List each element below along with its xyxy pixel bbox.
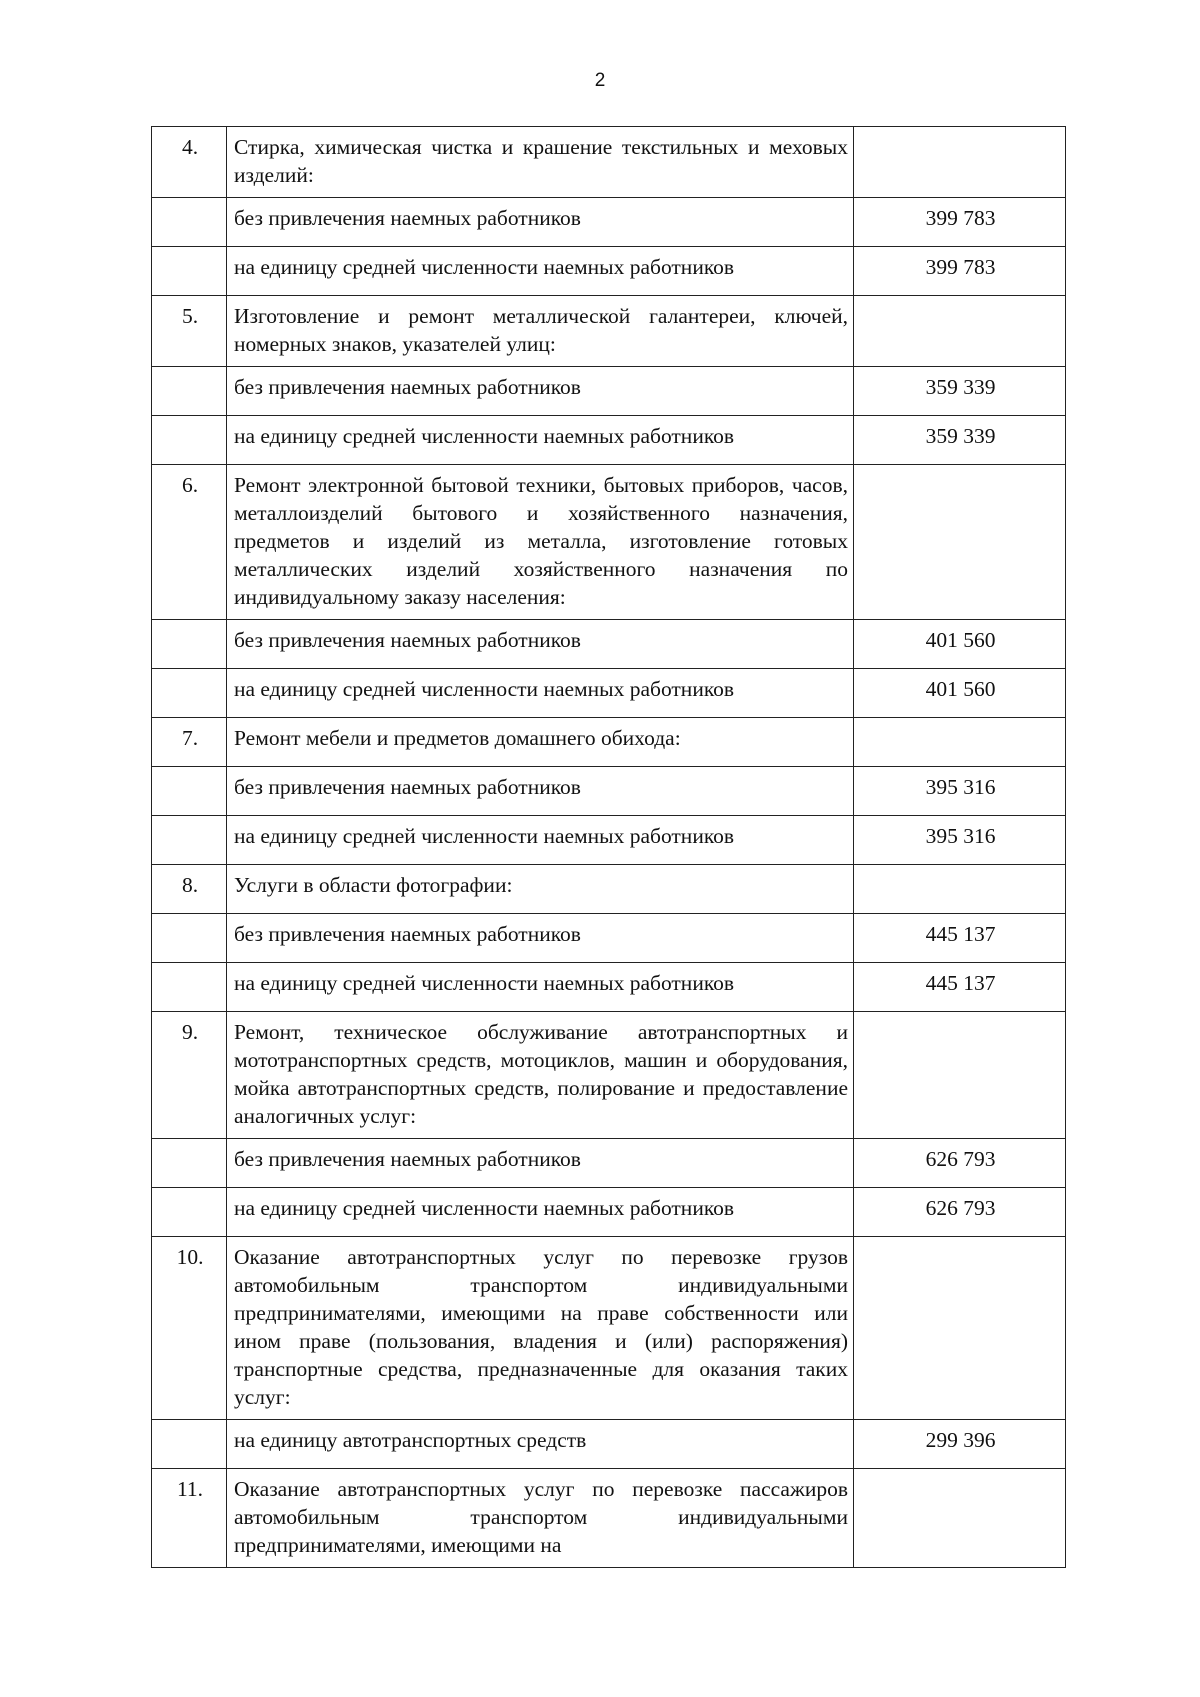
amount-value: 445 137 — [854, 914, 1066, 963]
row-number — [152, 669, 227, 718]
amount-value: 395 316 — [854, 767, 1066, 816]
rates-table — [151, 126, 1066, 1568]
activity-text: на единицу средней численности наемных работников — [227, 963, 854, 1012]
activity-text: на единицу средней численности наемных работников — [227, 669, 854, 718]
table-row — [152, 767, 1066, 816]
amount-value: 299 396 — [854, 1420, 1066, 1469]
row-number — [152, 620, 227, 669]
amount-value: 401 560 — [854, 620, 1066, 669]
activity-text: без привлечения наемных работников — [227, 1139, 854, 1188]
table-row — [152, 865, 1066, 914]
table-row — [152, 367, 1066, 416]
row-number — [152, 247, 227, 296]
row-number — [152, 198, 227, 247]
row-number: 6. — [152, 465, 227, 620]
table-row — [152, 1420, 1066, 1469]
rates-table-body — [152, 127, 1066, 1568]
amount-value: 626 793 — [854, 1139, 1066, 1188]
table-row — [152, 465, 1066, 620]
amount-value — [854, 865, 1066, 914]
table-row — [152, 914, 1066, 963]
amount-value — [854, 718, 1066, 767]
amount-value — [854, 1469, 1066, 1568]
table-row — [152, 1012, 1066, 1139]
activity-text: без привлечения наемных работников — [227, 620, 854, 669]
row-number: 5. — [152, 296, 227, 367]
amount-value: 626 793 — [854, 1188, 1066, 1237]
row-number — [152, 816, 227, 865]
activity-text: Ремонт, техническое обслуживание автотранспортных и мототранспортных средств, мотоциклов, машин и оборудования, мойка автотранспортных средств, полирование и предоставление аналогичных услуг: — [227, 1012, 854, 1139]
row-number — [152, 416, 227, 465]
activity-text: Ремонт электронной бытовой техники, бытовых приборов, часов, металлоизделий бытового и хозяйственного назначения, предметов и изделий из металла, изготовление готовых металлических изделий хозяйственного назначения по индивидуальному заказу населения: — [227, 465, 854, 620]
amount-value: 445 137 — [854, 963, 1066, 1012]
amount-value: 395 316 — [854, 816, 1066, 865]
row-number — [152, 914, 227, 963]
table-row — [152, 1237, 1066, 1420]
row-number — [152, 767, 227, 816]
row-number — [152, 1139, 227, 1188]
amount-value: 399 783 — [854, 247, 1066, 296]
activity-text: Изготовление и ремонт металлической галантереи, ключей, номерных знаков, указателей улиц: — [227, 296, 854, 367]
activity-text: без привлечения наемных работников — [227, 914, 854, 963]
table-row — [152, 1139, 1066, 1188]
row-number: 11. — [152, 1469, 227, 1568]
row-number — [152, 367, 227, 416]
activity-text: Ремонт мебели и предметов домашнего обихода: — [227, 718, 854, 767]
row-number: 4. — [152, 127, 227, 198]
activity-text: без привлечения наемных работников — [227, 767, 854, 816]
table-row — [152, 296, 1066, 367]
page-number: 2 — [594, 70, 606, 91]
amount-value — [854, 1012, 1066, 1139]
table-row — [152, 963, 1066, 1012]
activity-text: Услуги в области фотографии: — [227, 865, 854, 914]
activity-text: на единицу средней численности наемных работников — [227, 416, 854, 465]
activity-text: на единицу средней численности наемных работников — [227, 816, 854, 865]
amount-value: 359 339 — [854, 416, 1066, 465]
table-row — [152, 416, 1066, 465]
activity-text: без привлечения наемных работников — [227, 367, 854, 416]
amount-value: 401 560 — [854, 669, 1066, 718]
table-row — [152, 247, 1066, 296]
activity-text: на единицу средней численности наемных работников — [227, 1188, 854, 1237]
table-row — [152, 1469, 1066, 1568]
activity-text: Стирка, химическая чистка и крашение текстильных и меховых изделий: — [227, 127, 854, 198]
row-number: 8. — [152, 865, 227, 914]
amount-value — [854, 296, 1066, 367]
table-row — [152, 127, 1066, 198]
table-row — [152, 1188, 1066, 1237]
activity-text: на единицу средней численности наемных работников — [227, 247, 854, 296]
activity-text: Оказание автотранспортных услуг по перевозке грузов автомобильным транспортом индивидуальными предпринимателями, имеющими на праве собственности или ином праве (пользования, владения и (или) распоряжения) транспортные средства, предназначенные для оказания таких услуг: — [227, 1237, 854, 1420]
row-number — [152, 1188, 227, 1237]
activity-text: без привлечения наемных работников — [227, 198, 854, 247]
row-number — [152, 1420, 227, 1469]
activity-text: Оказание автотранспортных услуг по перевозке пассажиров автомобильным транспортом индивидуальными предпринимателями, имеющими на — [227, 1469, 854, 1568]
amount-value — [854, 1237, 1066, 1420]
row-number: 10. — [152, 1237, 227, 1420]
amount-value: 359 339 — [854, 367, 1066, 416]
table-row — [152, 669, 1066, 718]
table-row — [152, 718, 1066, 767]
table-row — [152, 620, 1066, 669]
table-row — [152, 816, 1066, 865]
row-number: 9. — [152, 1012, 227, 1139]
amount-value — [854, 465, 1066, 620]
row-number — [152, 963, 227, 1012]
activity-text: на единицу автотранспортных средств — [227, 1420, 854, 1469]
row-number: 7. — [152, 718, 227, 767]
amount-value: 399 783 — [854, 198, 1066, 247]
table-row — [152, 198, 1066, 247]
amount-value — [854, 127, 1066, 198]
